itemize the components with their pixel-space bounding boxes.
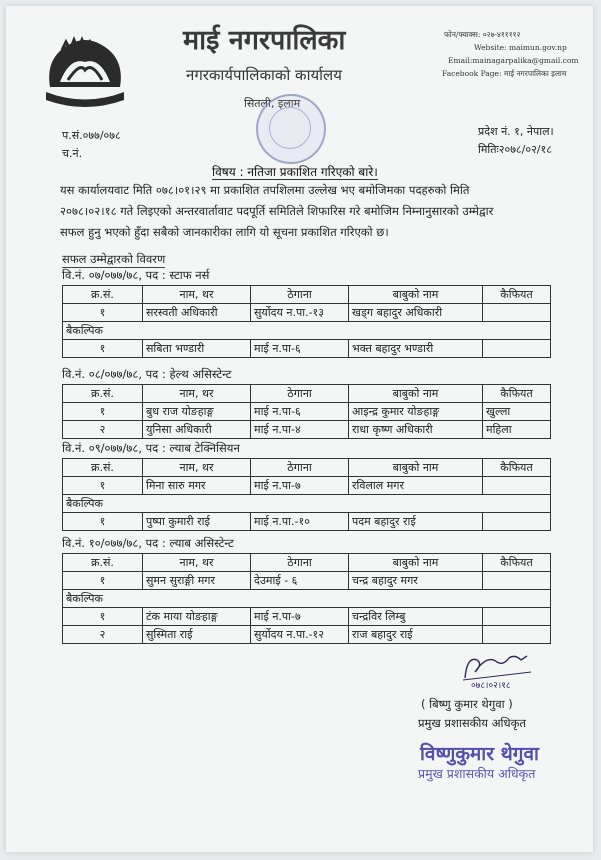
contact-facebook: Facebook Page: माई नगरपालिका इलाम bbox=[442, 69, 567, 78]
alternate-label-row bbox=[63, 590, 551, 608]
cell-father: राज बहादुर राई bbox=[349, 626, 483, 644]
alternate-label-row bbox=[63, 322, 551, 340]
cell-serial: १ bbox=[63, 572, 143, 590]
office-location: सितली, इलाम bbox=[244, 97, 301, 110]
cell-remarks bbox=[483, 304, 551, 322]
post-heading-4: वि.नं. १०/०७७/७८, पद : ल्याब असिस्टेन्ट bbox=[62, 536, 234, 550]
municipality-name: माई नगरपालिका bbox=[183, 25, 346, 56]
cell-father: चन्द्र बहादुर मगर bbox=[349, 572, 483, 590]
cell-remarks bbox=[483, 608, 551, 626]
col-address: ठेगाना bbox=[251, 459, 349, 477]
cell-serial: २ bbox=[63, 626, 143, 644]
table-header-row bbox=[63, 459, 551, 477]
notice-date: मितिः२०७८/०२/१८ bbox=[478, 143, 552, 156]
cell-serial: १ bbox=[63, 403, 143, 421]
contact-website: Website: maimun.gov.np bbox=[474, 43, 567, 52]
table-row bbox=[63, 513, 551, 531]
col-remarks: कैफियत bbox=[483, 554, 551, 572]
col-serial: क्र.सं. bbox=[63, 554, 143, 572]
section-title: सफल उम्मेद्वारको विवरण bbox=[62, 252, 166, 266]
signer-name: ( बिष्णु कुमार थेगुवा ) bbox=[421, 697, 513, 711]
table-row bbox=[63, 403, 551, 421]
cell-address: माई न.पा-७ bbox=[251, 477, 349, 495]
cell-name: बुध राज योङहाङ्ग bbox=[143, 403, 251, 421]
col-name: नाम, थर bbox=[143, 459, 251, 477]
alternate-label: बैकल्पिक bbox=[63, 322, 551, 340]
office-name: नगरकार्यपालिकाको कार्यालय bbox=[186, 66, 342, 84]
cell-father: राधा कृष्ण अधिकारी bbox=[349, 421, 483, 439]
col-serial: क्र.सं. bbox=[63, 286, 143, 304]
col-address: ठेगाना bbox=[251, 385, 349, 403]
cell-address: माई न.पा.-१० bbox=[251, 513, 349, 531]
col-remarks: कैफियत bbox=[483, 385, 551, 403]
cell-name: मिना सारु मगर bbox=[143, 477, 251, 495]
cell-name: सुस्मिता राई bbox=[143, 626, 251, 644]
cell-address: माई न.पा-६ bbox=[251, 340, 349, 358]
col-father: बाबुको नाम bbox=[349, 459, 483, 477]
cell-remarks bbox=[483, 572, 551, 590]
table-row bbox=[63, 477, 551, 495]
table-row bbox=[63, 572, 551, 590]
title-stamp: प्रमुख प्रशासकीय अधिकृत bbox=[418, 766, 536, 781]
cell-name: टंक माया योङहाङ्ग bbox=[143, 608, 251, 626]
cell-remarks bbox=[483, 513, 551, 531]
cell-serial: १ bbox=[63, 477, 143, 495]
body-line-2: २०७८।०२।१८ गते लिइएको अन्तरवार्तावाट पदपूर्ति समितिले शिफारिस गरे बमोजिम निम्नानुसारको उम्मेद्वार bbox=[60, 204, 494, 218]
table-header-row bbox=[63, 286, 551, 304]
cell-remarks bbox=[483, 340, 551, 358]
province-text: प्रदेश नं. १, नेपाल। bbox=[478, 125, 554, 138]
alternate-label: बैकल्पिक bbox=[63, 495, 551, 513]
cell-father: चन्द्रविर लिम्बु bbox=[349, 608, 483, 626]
cell-address: माई न.पा-४ bbox=[251, 421, 349, 439]
cell-address: माई न.पा-६ bbox=[251, 403, 349, 421]
cell-remarks bbox=[483, 626, 551, 644]
contact-email: Email:mainagarpalika@gmail.com bbox=[448, 56, 579, 65]
cell-father: रविलाल मगर bbox=[349, 477, 483, 495]
col-name: नाम, थर bbox=[143, 286, 251, 304]
cell-serial: १ bbox=[63, 340, 143, 358]
subject-line: विषय : नतिजा प्रकाशित गरिएको बारे। bbox=[212, 165, 378, 179]
cell-name: सबिता भण्डारी bbox=[143, 340, 251, 358]
cell-name: सुमन सुराङ्गी मगर bbox=[143, 572, 251, 590]
municipality-emblem-icon bbox=[40, 32, 130, 112]
col-name: नाम, थर bbox=[143, 554, 251, 572]
result-table-3 bbox=[62, 458, 551, 531]
handwritten-signature bbox=[457, 650, 535, 690]
signature-date: ०७८।०२।१८ bbox=[471, 681, 511, 690]
cell-father: भक्त बहादुर भण्डारी bbox=[349, 340, 483, 358]
post-heading-2: वि.नं. ०८/०७७/७८, पद : हेल्थ असिस्टेन्ट bbox=[62, 367, 232, 381]
cell-father: खड्ग बहादुर अधिकारी bbox=[349, 304, 483, 322]
body-line-1: यस कार्यालयवाट मिति ०७८।०१।२९ मा प्रकाशित तपशिलमा उल्लेख भए बमोजिमका पदहरुको मिति bbox=[60, 183, 470, 197]
contact-phone: फोन/फ्याक्स: ०२७-४११११२ bbox=[444, 30, 521, 39]
table-row bbox=[63, 626, 551, 644]
cell-name: सरस्वती अधिकारी bbox=[143, 304, 251, 322]
signer-title: प्रमुख प्रशासकीय अधिकृत bbox=[418, 716, 526, 730]
cell-name: पुष्पा कुमारी राई bbox=[143, 513, 251, 531]
cell-remarks: महिला bbox=[483, 421, 551, 439]
cell-address: सुर्योदय न.पा.-१२ bbox=[251, 626, 349, 644]
col-serial: क्र.सं. bbox=[63, 385, 143, 403]
col-father: बाबुको नाम bbox=[349, 286, 483, 304]
cell-address: देउमाई - ६ bbox=[251, 572, 349, 590]
cell-father: आइन्द्र कुमार योङहाङ्ग bbox=[349, 403, 483, 421]
cell-serial: २ bbox=[63, 421, 143, 439]
col-father: बाबुको नाम bbox=[349, 385, 483, 403]
alternate-label-row bbox=[63, 495, 551, 513]
table-row bbox=[63, 421, 551, 439]
alternate-label: बैकल्पिक bbox=[63, 590, 551, 608]
col-remarks: कैफियत bbox=[483, 286, 551, 304]
reference-number: प.सं.०७७/०७८ bbox=[62, 129, 121, 142]
table-header-row bbox=[63, 554, 551, 572]
post-heading-3: वि.नं. ०९/०७७/७८, पद : ल्याब टेक्निसियन bbox=[62, 441, 240, 455]
table-row bbox=[63, 608, 551, 626]
body-line-3: सफल हुनु भएको हुँदा सबैको जानकारीका लागि यो सूचना प्रकाशित गरिएको छ। bbox=[60, 225, 389, 239]
col-name: नाम, थर bbox=[143, 385, 251, 403]
cell-address: माई न.पा-७ bbox=[251, 608, 349, 626]
col-serial: क्र.सं. bbox=[63, 459, 143, 477]
dispatch-number: च.नं. bbox=[62, 147, 83, 160]
cell-serial: १ bbox=[63, 304, 143, 322]
name-stamp: विष्णुकुमार थेगुवा bbox=[420, 743, 539, 765]
office-seal bbox=[256, 94, 326, 164]
col-father: बाबुको नाम bbox=[349, 554, 483, 572]
cell-serial: १ bbox=[63, 608, 143, 626]
col-address: ठेगाना bbox=[251, 286, 349, 304]
table-row bbox=[63, 304, 551, 322]
result-table-4 bbox=[62, 553, 551, 644]
cell-father: पदम बहादुर राई bbox=[349, 513, 483, 531]
cell-serial: १ bbox=[63, 513, 143, 531]
table-header-row bbox=[63, 385, 551, 403]
col-remarks: कैफियत bbox=[483, 459, 551, 477]
result-table-1 bbox=[62, 285, 551, 358]
cell-remarks bbox=[483, 477, 551, 495]
cell-address: सुर्योदय न.पा.-१३ bbox=[251, 304, 349, 322]
cell-name: युनिसा अधिकारी bbox=[143, 421, 251, 439]
post-heading-1: वि.नं. ०७/०७७/७८, पद : स्टाफ नर्स bbox=[62, 268, 210, 282]
table-row bbox=[63, 340, 551, 358]
cell-remarks: खुल्ला bbox=[483, 403, 551, 421]
result-table-2 bbox=[62, 384, 551, 439]
col-address: ठेगाना bbox=[251, 554, 349, 572]
